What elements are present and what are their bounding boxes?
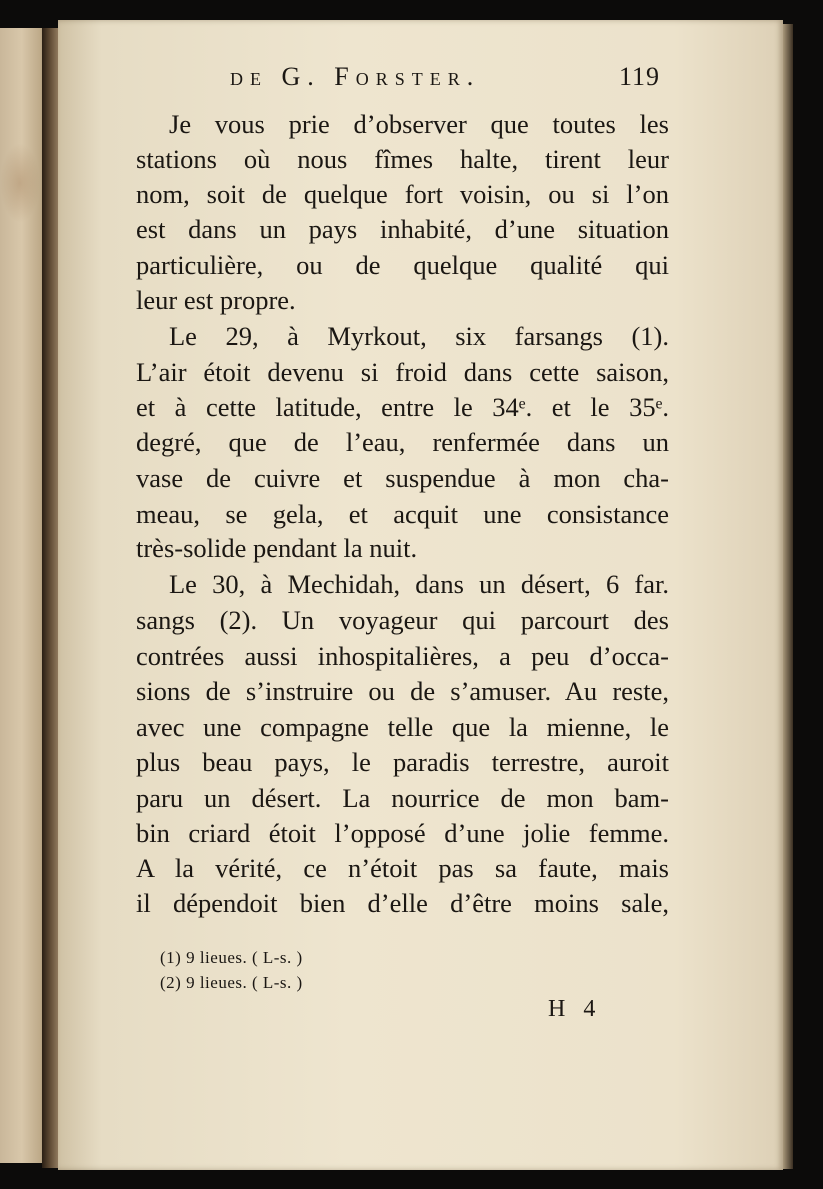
page-right-edge bbox=[783, 24, 793, 1169]
text-line: est dans un pays inhabité, d’une situation bbox=[136, 214, 669, 244]
text-line: sions de s’instruire ou de s’amuser. Au reste, bbox=[136, 676, 669, 706]
signature-mark: H 4 bbox=[548, 996, 602, 1022]
page-number: 119 bbox=[618, 62, 660, 91]
text-line: stations où nous fîmes halte, tirent leur bbox=[136, 144, 669, 174]
text-line: nom, soit de quelque fort voisin, ou si l’on bbox=[136, 179, 669, 209]
text-line: vase de cuivre et suspendue à mon cha- bbox=[136, 463, 669, 493]
text-line: avec une compagne telle que la mienne, le bbox=[136, 712, 669, 742]
text-line: particulière, ou de quelque qualité qui bbox=[136, 250, 669, 280]
text-line: Je vous prie d’observer que toutes les bbox=[169, 109, 669, 139]
text-line: bin criard étoit l’opposé d’une jolie femme. bbox=[136, 818, 669, 848]
text-line: Le 30, à Mechidah, dans un désert, 6 far. bbox=[169, 569, 669, 599]
text-line: L’air étoit devenu si froid dans cette saison, bbox=[136, 357, 669, 387]
text-line: paru un désert. La nourrice de mon bam- bbox=[136, 783, 669, 813]
paper-stain bbox=[0, 143, 40, 223]
footnote: (2) 9 lieues. ( L-s. ) bbox=[160, 973, 303, 992]
text-line: sangs (2). Un voyageur qui parcourt des bbox=[136, 605, 669, 635]
previous-page-edge bbox=[0, 28, 48, 1163]
text-line: très-solide pendant la nuit. bbox=[136, 533, 418, 563]
running-head-title: de G. Forster. bbox=[230, 62, 481, 91]
text-line: et à cette latitude, entre le 34ᵉ. et le 35ᵉ. bbox=[136, 392, 669, 422]
text-line: Le 29, à Myrkout, six farsangs (1). bbox=[169, 321, 669, 351]
text-line: degré, que de l’eau, renfermée dans un bbox=[136, 427, 669, 457]
text-line: il dépendoit bien d’elle d’être moins sale, bbox=[136, 888, 669, 918]
footnote: (1) 9 lieues. ( L-s. ) bbox=[160, 948, 303, 967]
text-line: plus beau pays, le paradis terrestre, auroit bbox=[136, 747, 669, 777]
text-line: leur est propre. bbox=[136, 285, 296, 315]
running-head bbox=[230, 62, 660, 96]
text-line: meau, se gela, et acquit une consistance bbox=[136, 499, 669, 529]
text-line: A la vérité, ce n’étoit pas sa faute, mais bbox=[136, 853, 669, 883]
text-line: contrées aussi inhospitalières, a peu d’occa- bbox=[136, 641, 669, 671]
